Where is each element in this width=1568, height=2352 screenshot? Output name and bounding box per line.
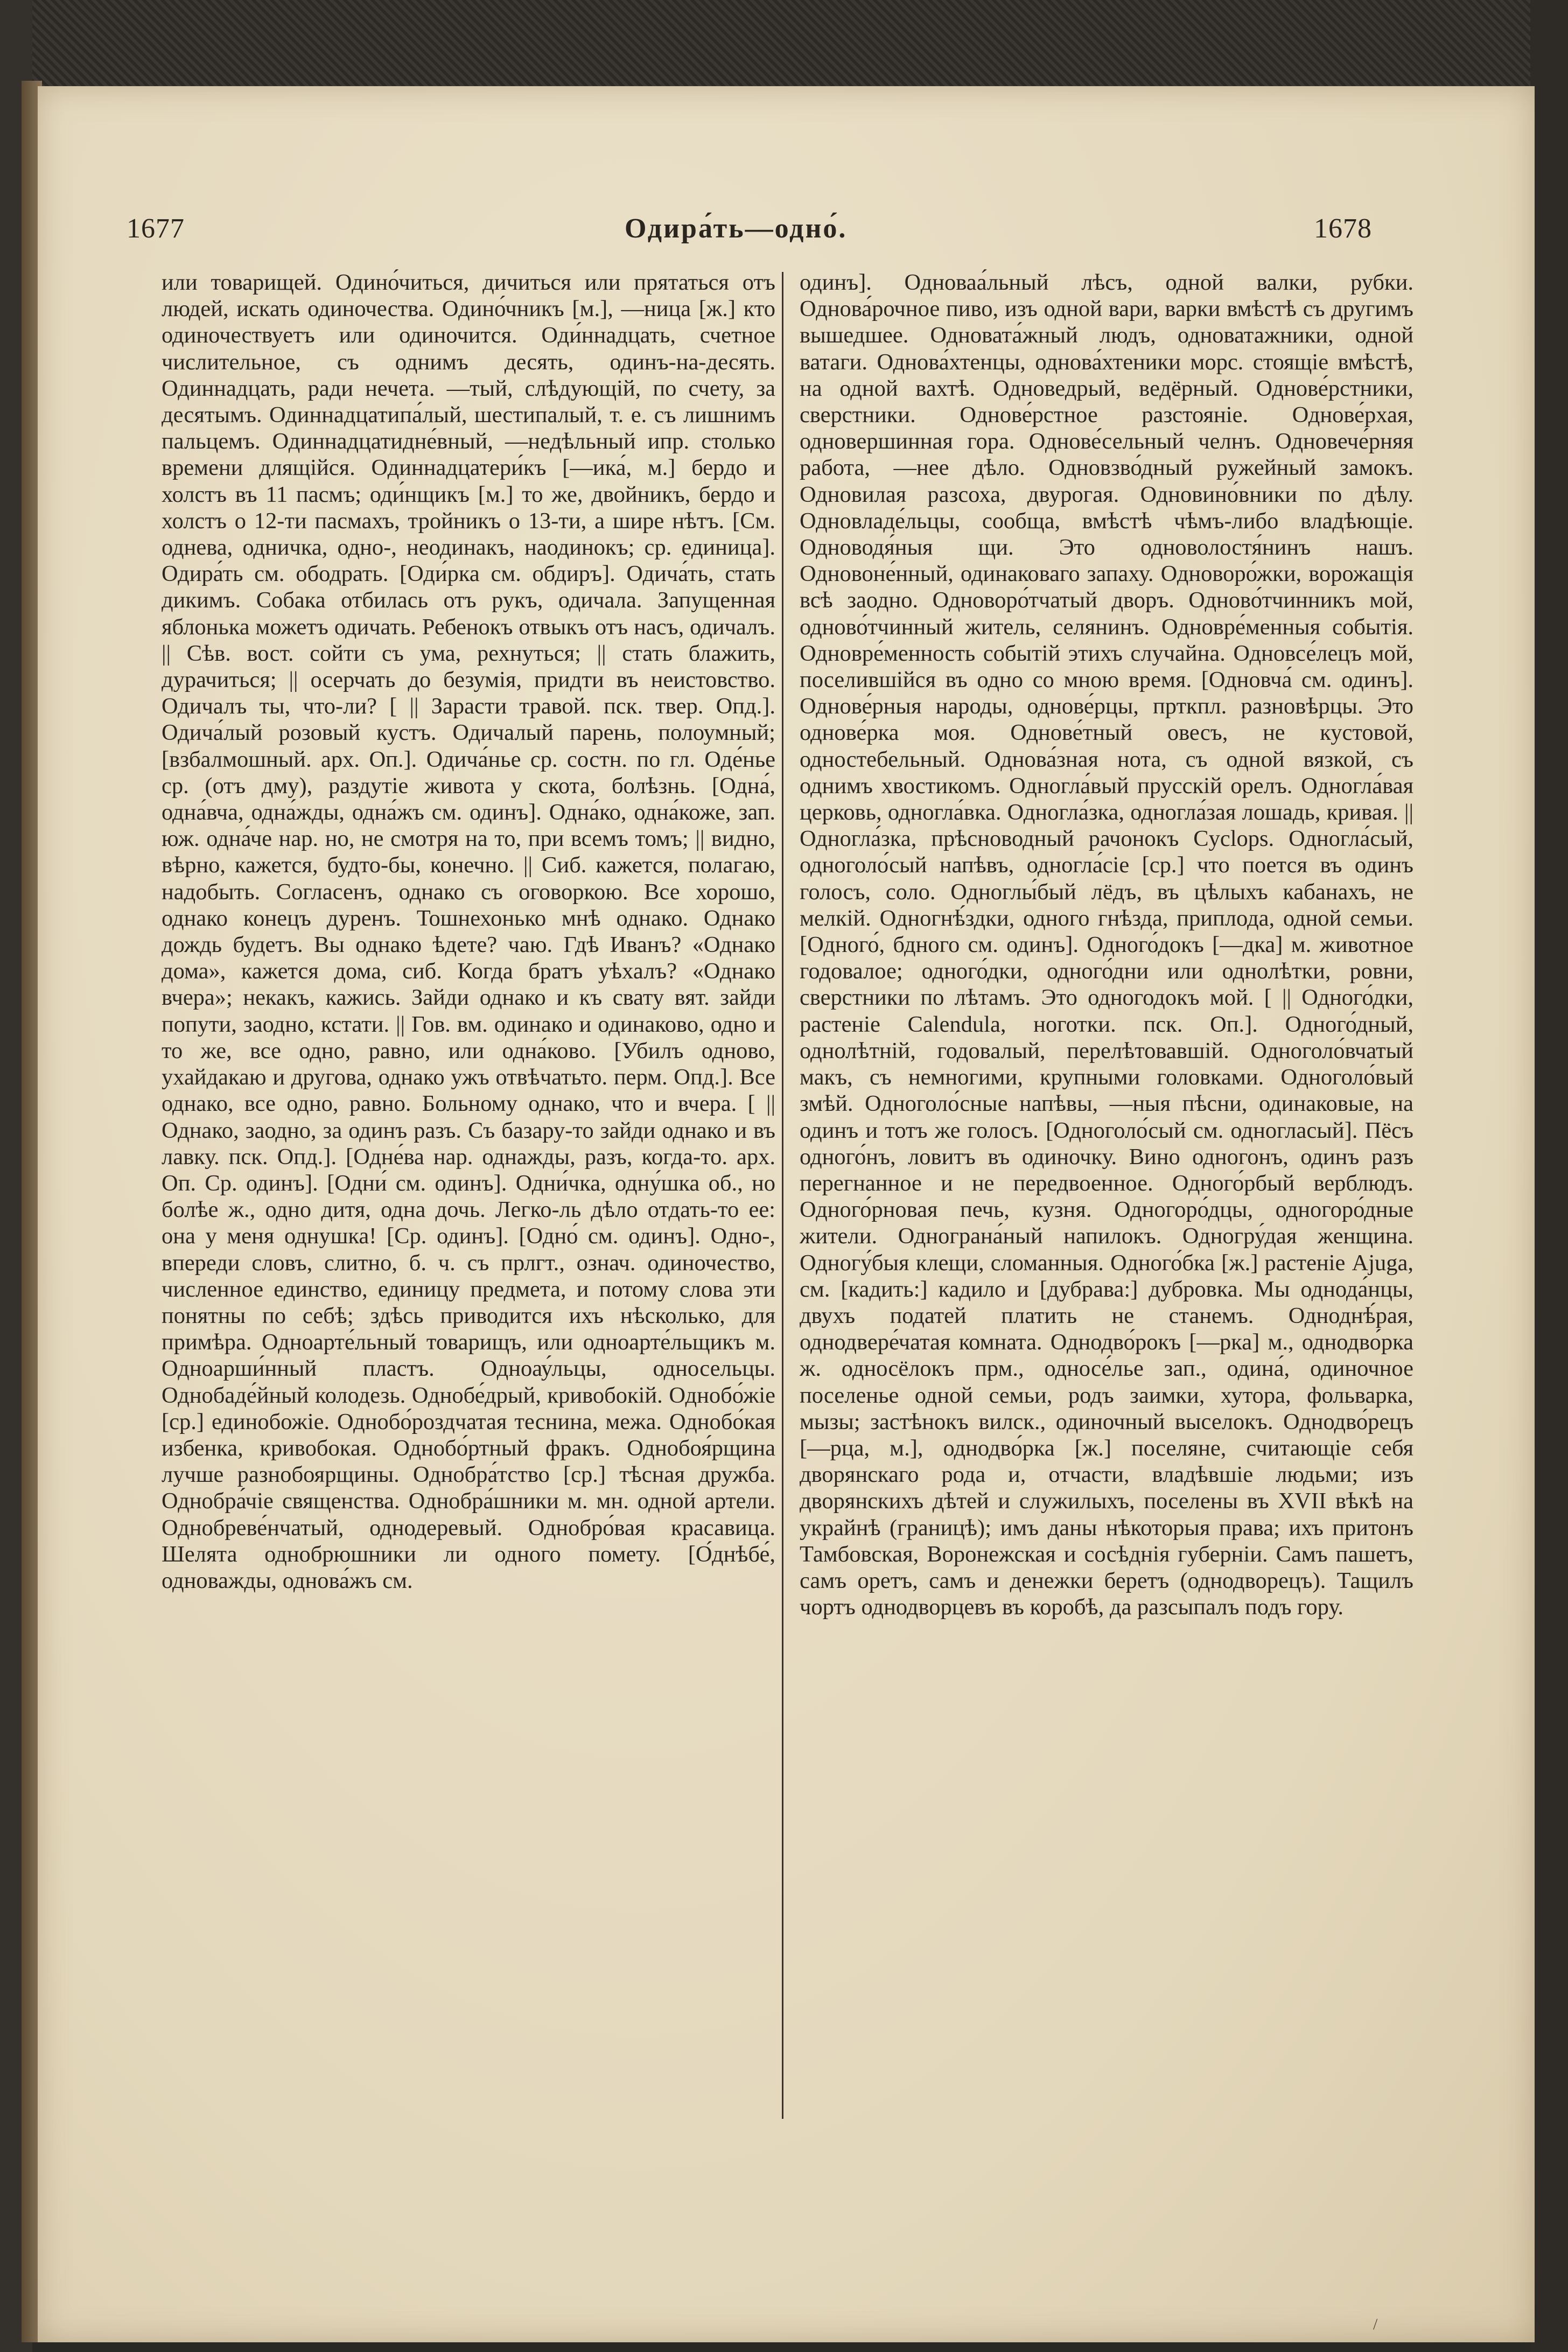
left-column — [162, 269, 775, 2127]
background-top — [0, 0, 1568, 92]
running-title: Одира́ть—одно́. — [625, 213, 848, 244]
background-right — [1530, 0, 1568, 2352]
right-column — [800, 269, 1413, 2127]
margin-mark: / — [1373, 2315, 1378, 2333]
page-number-left: 1677 — [127, 213, 185, 244]
right-column-text: одинъ]. Одноваа́льный лѣсъ, одной валки, рубки. Однова́рочное пиво, изъ одной вари, варки вмѣстѣ съ другимъ вышедшее. Одновата́жный людъ, одноватажники, одной ватаги. Однова́хтенцы, однова́хтеники морс. стоящіе вмѣстѣ, на одной вахтѣ. Одноведрый, ведёрный. Однове́рстники, сверстники. Однове́рстное разстояніе. Однове́рхая, одновершинная гора. Однове́сельный челнъ. Одновече́рняя работа, —нее дѣло. Одновзво́дный ружейный замокъ. Одновилая разсоха, двурогая. Одновино́вники по дѣлу. Одновладе́льцы, сообща, вмѣстѣ чѣмъ-либо владѣющіе. Одноводя́ныя щи. Это одноволостя́нинъ нашъ. Одновоне́нный, одинаковаго запаху. Одноворо́жки, ворожащія всѣ заодно. Одноворо́тчатый дворъ. Одново́тчинникъ мой, одново́тчинный житель, селянинъ. Одновре́менныя событія. Одновре́менность событій этихъ случайна. Одновсе́лецъ мой, поселившійся въ одно со мною время. [Одновча́ см. одинъ]. Однове́рныя народы, однове́рцы, прткпл. разновѣрцы. Это однове́рка моя. Однове́тный овесъ, не кустовой, одностебельный. Однова́зная нота, съ одной вязкой, съ однимъ хвостикомъ. Одногла́вый прусскій орелъ. Одногла́вая церковь, одногла́вка. Одногла́зка, одногла́зая лошадь, кривая. || Одногла́зка, прѣсноводный рачонокъ Cyclops. Одногла́сый, одноголо́сый напѣвъ, одногла́сіе [ср.] что поется въ одинъ голосъ, солo. Одноглы́бый лёдъ, въ цѣлыхъ кабанахъ, не мелкій. Одногнѣ́здки, одного гнѣзда, приплода, одной семьи. [Одного́, бдного см. одинъ]. Одного́докъ [—дка] м. животное годовалое; одного́дки, одного́дни или однолѣтки, ровни, сверстники по лѣтамъ. Это одногодокъ мой. [ || Одного́дки, растеніе Calendula, ноготки. пск. Оп.]. Одного́дный, однолѣтній, годовалый, перелѣтовавшій. Одноголо́вчатый макъ, съ немногими, крупными головками. Одноголо́вый змѣй. Одноголо́сные напѣвы, —ныя пѣсни, одинаковые, на одинъ и тотъ же голосъ. [Одноголо́сый см. одногласый]. Пёсъ одного́нъ, ловитъ въ одиночку. Вино одногонъ, одинъ разъ перегнанное и не передвоенное. Одного́рбый верблюдъ. Одного́рновая печь, кузня. Одногоро́дцы, одногоро́дные жители. Однограна́ный напилокъ. Одногру́дая женщина. Одногу́быя клещи, сломанныя. Одного́бка [ж.] растеніе Ajuga, см. [кадить:] кадило и [дубрава:] дубровка. Мы однода́нцы, двухъ податей платить не станемъ. Одноднѣ́рая, однодвере́чатая комната. Однодво́рокъ [—рка] м., однодво́рка ж. односёлокъ прм., односе́лье зап., одина́, одиночное поселенье одной семьи, родъ заимки, хутора, фольварка, мызы; застѣнокъ вилск., одиночный выселокъ. Однодво́рецъ [—рца, м.], однодво́рка [ж.] поселяне, считающіе себя дворянскаго рода и, отчасти, владѣвшіе людьми; изъ дворянскихъ дѣтей и служилыхъ, поселены въ XVII вѣкѣ на украйнѣ (границѣ); имъ даны нѣкоторыя права; ихъ притонъ Тамбовская, Воронежская и сосѣднія губерніи. Самъ пашетъ, самъ оретъ, самъ и денежки беретъ (однодворецъ). Тащилъ чортъ однодворцевъ въ коробѣ, да разсыпалъ подъ гору. — [800, 270, 1413, 1620]
column-divider — [782, 272, 783, 2119]
left-column-text: или товарищей. Одино́читься, дичиться или прятаться отъ людей, искать одиночества. Одино́чникъ [м.], —ница [ж.] кто одиночествуетъ или одиночится. Оди́ннадцать, счетное числительное, съ однимъ десять, одинъ-на-десять. Одиннадцать, ради нечета. —тый, слѣдующій, по счету, за десятымъ. Одиннадцатипа́лый, шестипалый, т. е. съ лишнимъ пальцемъ. Одиннадцатидне́вный, —недѣльный ипр. столько времени длящійся. Одиннадцатери́къ [—ика́, м.] бердо и холстъ въ 11 пасмъ; оди́нщикъ [м.] то же, двойникъ, бердо и холстъ о 12-ти пасмахъ, тройникъ о 13-ти, а шире нѣтъ. [См. однева, одничка, одно-, неодинакъ, наодинокъ; ср. единица]. Одира́ть см. ободрать. [Оди́рка см. обдиръ]. Одича́ть, стать дикимъ. Собака отбилась отъ рукъ, одичала. Запущенная яблонька можетъ одичать. Ребенокъ отвыкъ отъ насъ, одичалъ. || Сѣв. вост. сойти съ ума, рехнуться; || стать блажить, дурачиться; || осерчать до безумія, придти въ неистовство. Одичалъ ты, что-ли? [ || Зарасти травой. пск. твер. Опд.]. Одича́лый розовый кустъ. Одичалый парень, полоумный; [взбалмошный. арх. Оп.]. Одича́нье ср. состн. по гл. Оде́нье ср. (отъ дму), раздутіе живота у скота, болѣзнь. [Одна́, одна́вча, одна́жды, одна́жъ см. одинъ]. Одна́ко, одна́коже, зап. юж. одна́че нар. но, не смотря на то, при всемъ томъ; || видно, вѣрно, кажется, будто-бы, конечно. || Сиб. кажется, полагаю, надобыть. Согласенъ, однако съ оговоркою. Все хорошо, однако конецъ дуренъ. Тошнехонько мнѣ однако. Однако дождь будетъ. Вы однако ѣдете? чаю. Гдѣ Иванъ? «Однако дома», кажется дома, сиб. Когда братъ уѣхалъ? «Однако вчера»; некакъ, кажись. Зайди однако и къ свату вят. зайди попути, заодно, кстати. || Гов. вм. одинако и одинаково, одно и то же, все одно, равно, или одна́ково. [Убилъ одново, ухайдакаю и другова, однако ужъ отвѣчатьто. перм. Опд.]. Все однако, все одно, равно. Больному однако, что и вчера. [ || Однако, заодно, за одинъ разъ. Съ базару-то зайди однако и въ лавку. пск. Опд.]. [Одне́ва нар. однажды, разъ, когда-то. арх. Оп. Ср. одинъ]. [Одни́ см. одинъ]. Одни́чка, одну́шка об., но болѣе ж., одно дитя, одна дочь. Легко-ль дѣло отдать-то ее: она у меня однушка! [Ср. одинъ]. [Одно́ см. одинъ]. Одно-, впереди словъ, слитно, б. ч. съ прлгт., означ. одиночество, численное единство, единицу предмета, и потому слова эти понятны по себѣ; здѣсь приводится ихъ нѣсколько, для примѣра. Одноарте́льный товарищъ, или одноарте́льщикъ м. Одноарши́нный пластъ. Одноау́льцы, односельцы. Однобаде́йный колодезь. Однобе́дрый, кривобокій. Однобо́жіе [ср.] единобожіе. Однобо́роздчатая теснина, межа. Однобо́кая избенка, кривобокая. Однобо́ртный фракъ. Однобоя́рщина лучше разнобоярщины. Однобра́тство [ср.] тѣсная дружба. Однобра́чіе священства. Однобра́шники м. мн. одной артели. Однобреве́нчатый, однодеревый. Однобро́вая красавица. Шелята однобрюшники ли одного помету. [О́днѣбе́, одноважды, однова́жъ см. — [162, 270, 775, 1593]
page-number-right: 1678 — [1314, 213, 1372, 244]
